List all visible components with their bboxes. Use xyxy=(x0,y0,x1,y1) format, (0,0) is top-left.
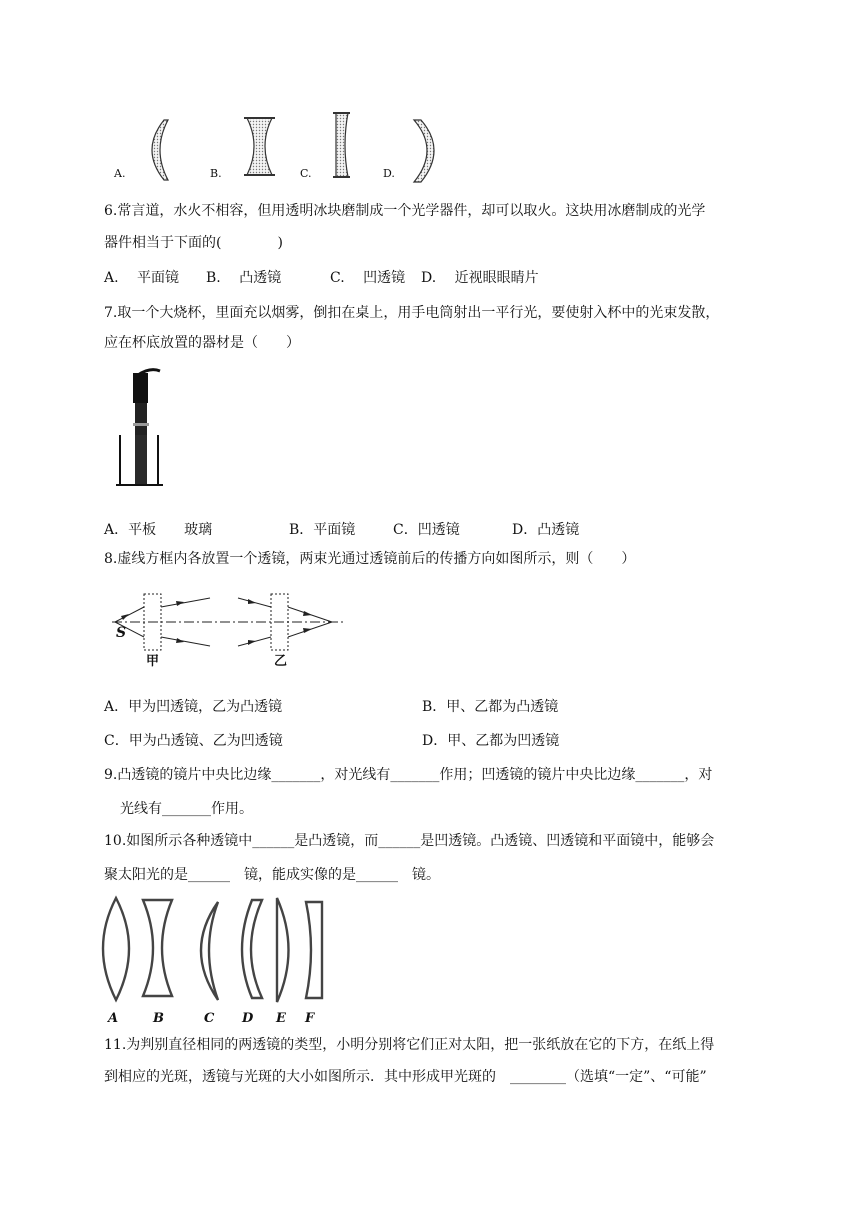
q5-lens-d xyxy=(414,120,434,182)
q6-stem-line2: 器件相当于下面的( ) xyxy=(104,235,283,251)
q8-option-c[interactable]: C．甲为凸透镜、乙为凹透镜 xyxy=(104,733,283,749)
q10-stem-line1: 10.如图所示各种透镜中______是凸透镜，而______是凹透镜。凸透镜、凹透镜和平面镜中，能够会 xyxy=(104,833,715,849)
q9-stem-line1: 9.凸透镜的镜片中央比边缘_______，对光线有_______作用；凹透镜的镜片中央比边缘_______，对 xyxy=(104,767,713,783)
q8-option-b[interactable]: B．甲、乙都为凸透镜 xyxy=(422,699,559,715)
q6-option-d[interactable]: D. 近视眼眼睛片 xyxy=(421,270,539,286)
q9-stem-line2: 光线有_______作用。 xyxy=(120,801,253,817)
q6-stem-line1: 6.常言道，水火不相容，但用透明冰块磨制成一个光学器件，却可以取火。这块用冰磨制成的光学 xyxy=(104,203,706,219)
q7-option-a[interactable]: A．平板 玻璃 xyxy=(104,522,213,538)
q11-stem-line1: 11.为判别直径相同的两透镜的类型，小明分别将它们正对太阳，把一张纸放在它的下方，在纸上得 xyxy=(104,1037,715,1053)
q10-lens-figure xyxy=(0,890,860,1030)
q5-option-a[interactable]: A. xyxy=(114,167,126,180)
q10-stem-line2: 聚太阳光的是______ 镜，能成实像的是______ 镜。 xyxy=(104,867,440,883)
q10-lens-f xyxy=(306,902,322,998)
q10-label-e: E xyxy=(276,1011,286,1026)
q10-lens-c xyxy=(201,902,218,1000)
q10-lens-b xyxy=(143,900,172,996)
q6-option-b[interactable]: B. 凸透镜 xyxy=(206,270,282,286)
q5-option-b[interactable]: B. xyxy=(210,167,222,180)
q10-lens-a xyxy=(103,898,129,1000)
q5-lens-a xyxy=(152,120,168,180)
q5-option-d[interactable]: D. xyxy=(383,167,395,180)
q7-option-b[interactable]: B．平面镜 xyxy=(289,522,356,538)
q10-lens-d xyxy=(242,900,262,998)
q8-option-a[interactable]: A．甲为凹透镜，乙为凸透镜 xyxy=(104,699,283,715)
q7-option-d[interactable]: D．凸透镜 xyxy=(512,522,580,538)
q6-option-c[interactable]: C. 凹透镜 xyxy=(330,270,406,286)
q8-stem: 8.虚线方框内各放置一个透镜，两束光通过透镜前后的传播方向如图所示，则（ ） xyxy=(104,551,636,567)
q7-option-c[interactable]: C．凹透镜 xyxy=(393,522,460,538)
q8-label-yi: 乙 xyxy=(274,654,288,669)
q7-flashlight-beaker-figure xyxy=(0,365,860,505)
q6-option-a[interactable]: A. 平面镜 xyxy=(104,270,180,286)
q7-stem-line1: 7.取一个大烧杯，里面充以烟雾，倒扣在桌上，用手电筒射出一平行光，要使射入杯中的光束发散， xyxy=(104,305,720,321)
q8-label-jia: 甲 xyxy=(146,654,160,669)
q8-label-s: S xyxy=(116,625,127,641)
q5-lens-b xyxy=(247,118,272,175)
q10-label-a: A xyxy=(108,1011,119,1026)
q5-lens-figure xyxy=(0,0,860,190)
q10-label-b: B xyxy=(153,1011,164,1026)
q8-lens-ray-figure xyxy=(0,585,860,675)
q7-stem-line2: 应在杯底放置的器材是（ ） xyxy=(104,335,300,351)
q5-lens-c xyxy=(336,113,348,177)
q10-lens-e xyxy=(277,898,289,1002)
q10-label-f: F xyxy=(305,1011,315,1026)
q11-stem-line2: 到相应的光斑，透镜与光斑的大小如图所示．其中形成甲光斑的 ________（选填“一定”、“可能” xyxy=(104,1069,707,1085)
q8-option-d[interactable]: D．甲、乙都为凹透镜 xyxy=(422,733,560,749)
q10-label-c: C xyxy=(204,1011,215,1026)
q5-option-c[interactable]: C. xyxy=(300,167,312,180)
q10-label-d: D xyxy=(242,1011,254,1026)
